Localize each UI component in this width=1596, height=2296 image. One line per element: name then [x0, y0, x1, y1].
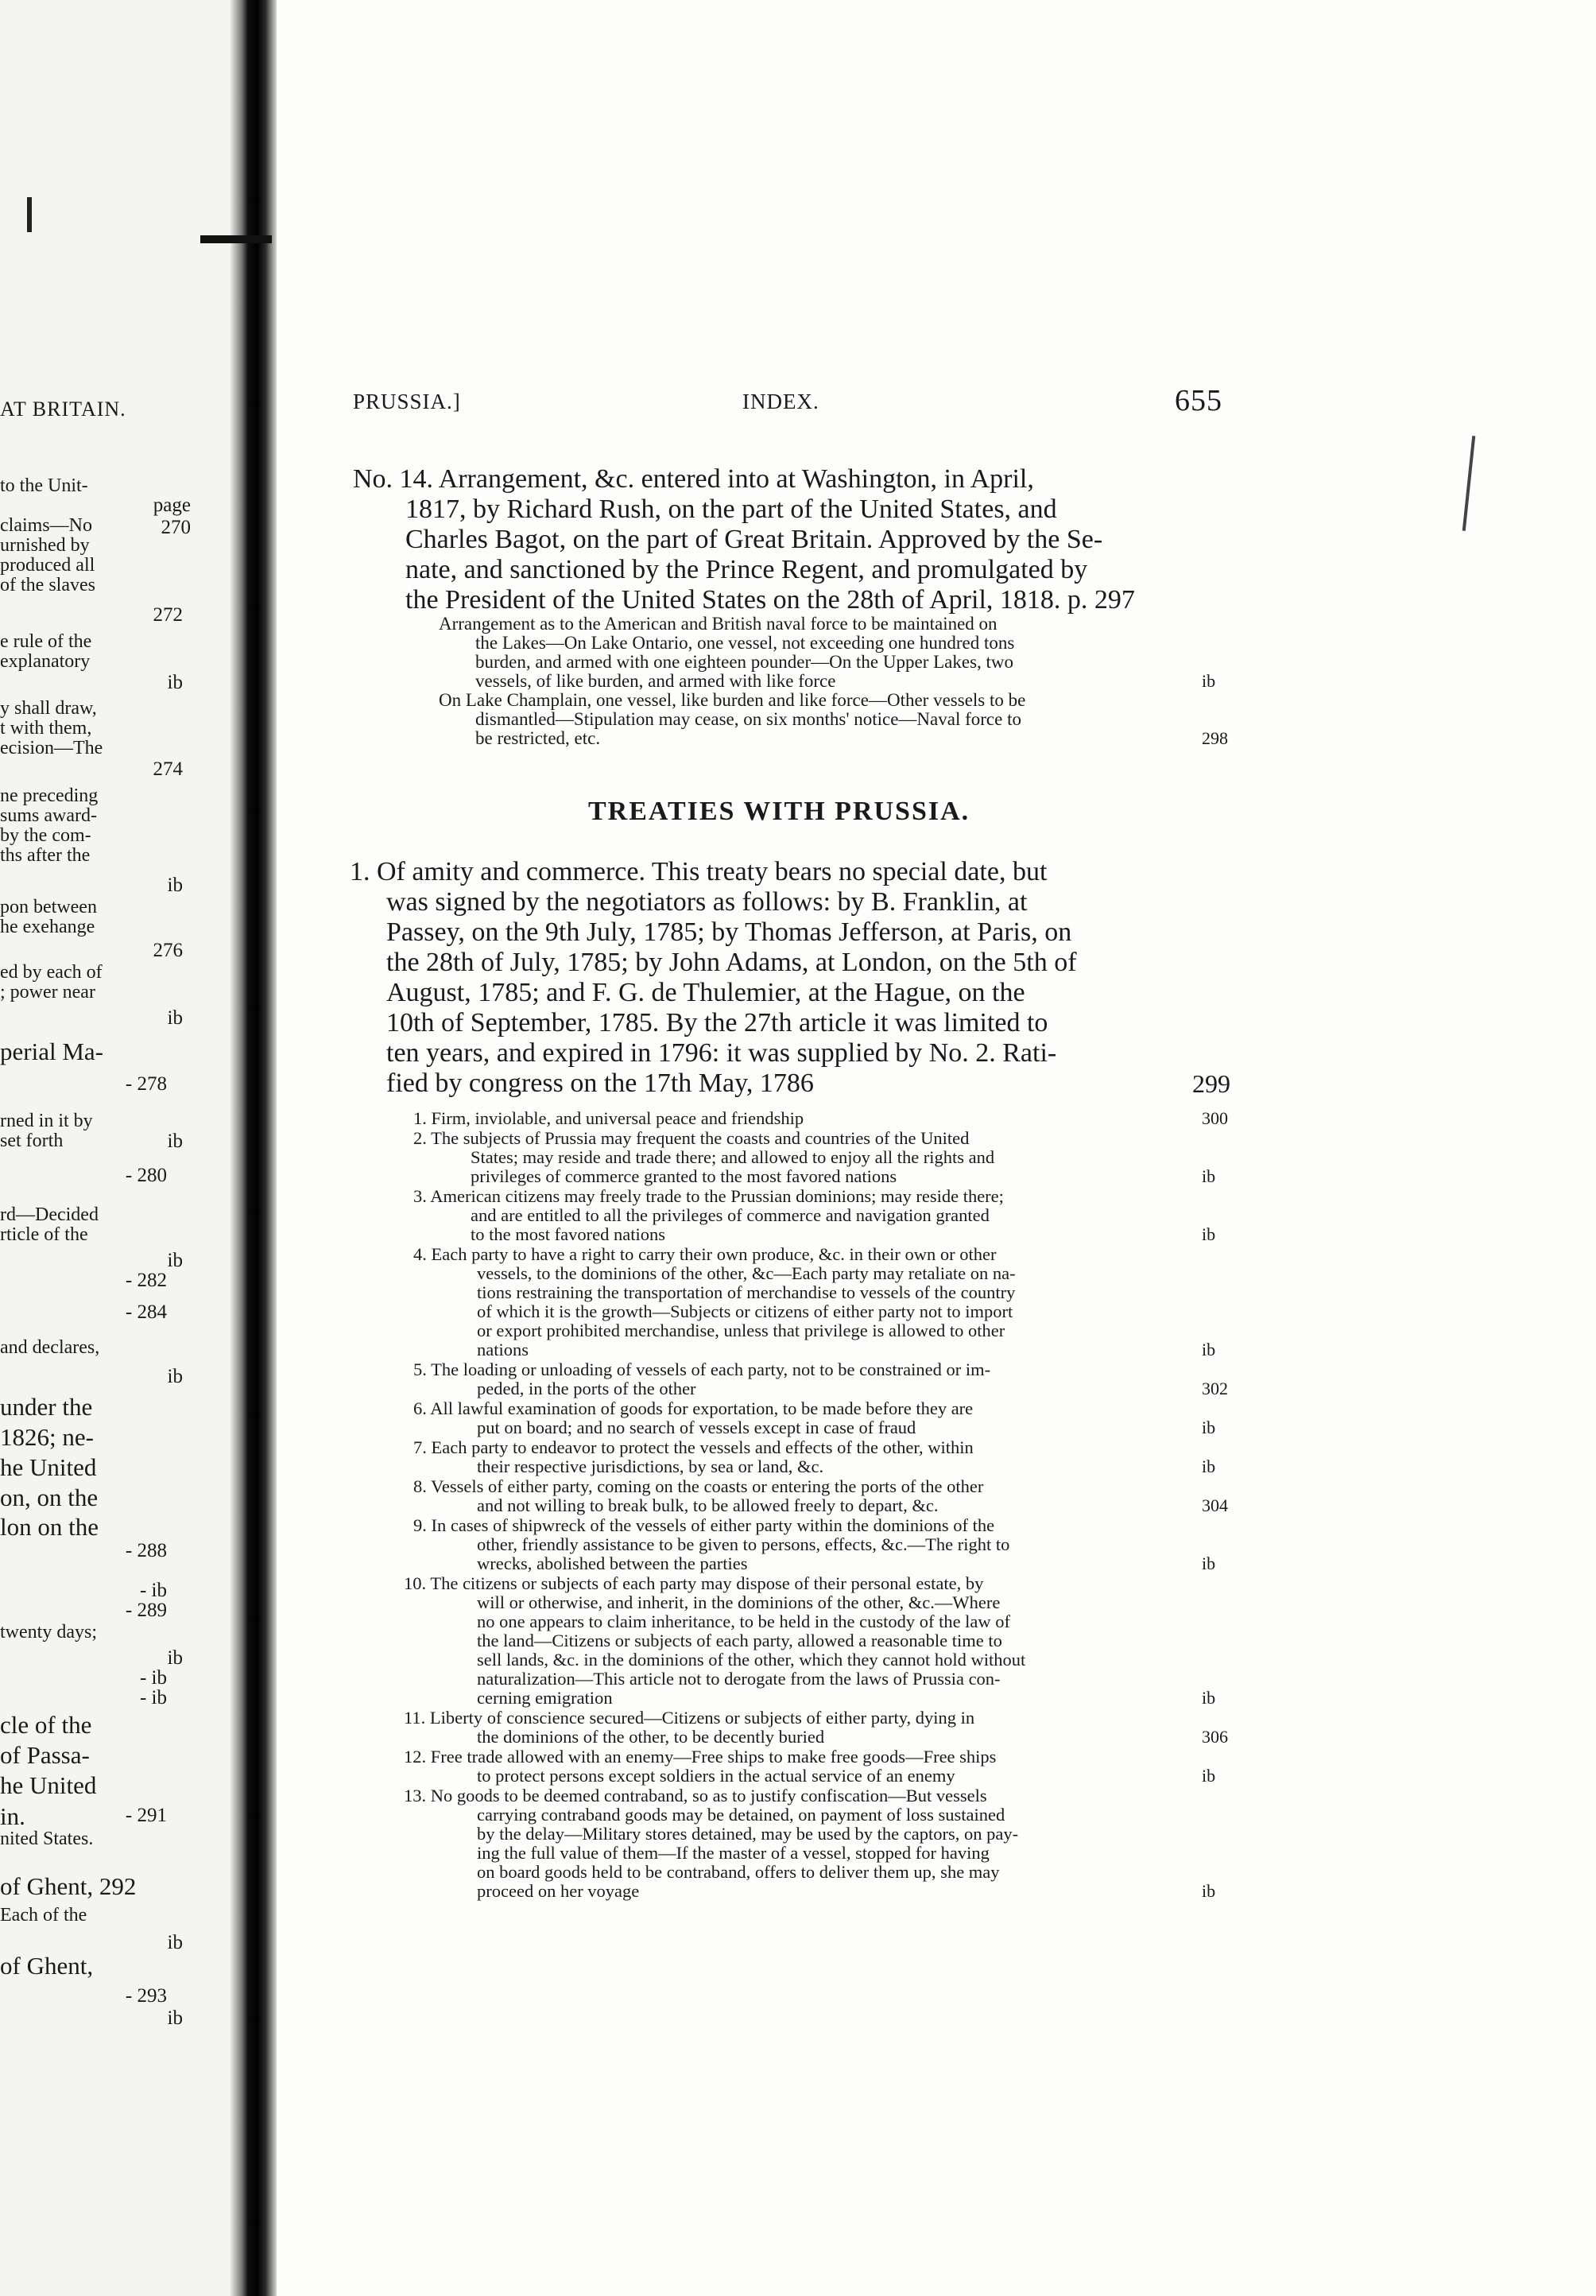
article-page-ref: ib — [1202, 1418, 1216, 1437]
previous-page-line: on, on the — [0, 1483, 99, 1511]
article-page-ref: ib — [1202, 1224, 1216, 1244]
article-line: vessels, to the dominions of the other, &c—Each party may retaliate on na- — [477, 1263, 1016, 1283]
article-line: privileges of commerce granted to the most favored nations — [471, 1166, 897, 1186]
previous-page-number: - ib — [139, 1580, 167, 1601]
entry-line: the President of the United States on the 28th of April, 1818. p. 297 — [405, 585, 1135, 615]
previous-page-number: ib — [167, 1007, 183, 1029]
previous-page-number: ib — [167, 875, 183, 896]
article-line: 5. The loading or unloading of vessels of each party, not to be constrained or im- — [413, 1359, 991, 1379]
article-line: by the delay—Military stores detained, may be used by the captors, on pay- — [477, 1824, 1019, 1844]
previous-page-line: ne preceding — [0, 785, 99, 806]
article-line: States; may reside and trade there; and allowed to enjoy all the rights and — [471, 1147, 995, 1167]
article-line: put on board; and no search of vessels except in case of fraud — [477, 1418, 916, 1437]
article-line: the dominions of the other, to be decently buried — [477, 1727, 825, 1747]
entry-detail-line: be restricted, etc. — [475, 728, 601, 748]
previous-page-line: ths after the — [0, 845, 91, 866]
entry-detail-page-ref: ib — [1202, 671, 1216, 691]
section-title: TREATIES WITH PRUSSIA. — [588, 797, 970, 826]
previous-page-line: of Ghent, — [0, 1952, 94, 1980]
running-header-section: PRUSSIA.] — [353, 390, 461, 413]
pencil-mark — [1462, 436, 1476, 531]
article-line: nations — [477, 1340, 529, 1359]
article-line: their respective jurisdictions, by sea or land, &c. — [477, 1456, 824, 1476]
previous-page-line: rd—Decided — [0, 1204, 99, 1225]
article-line: on board goods held to be contraband, offers to deliver them up, she may — [477, 1862, 1000, 1882]
previous-page-line: produced all — [0, 555, 95, 576]
entry-line: No. 14. Arrangement, &c. entered into at Washington, in April, — [353, 464, 1034, 494]
article-line: 7. Each party to endeavor to protect the vessels and effects of the other, within — [413, 1437, 974, 1457]
previous-page-line: pon between — [0, 897, 97, 917]
previous-page-line: rticle of the — [0, 1224, 88, 1245]
article-line: and are entitled to all the privileges of commerce and navigation granted — [471, 1205, 990, 1225]
gutter-mark — [27, 197, 32, 232]
article-line: 8. Vessels of either party, coming on the coasts or entering the ports of the other — [413, 1476, 984, 1496]
entry-detail-line: the Lakes—On Lake Ontario, one vessel, not exceeding one hundred tons — [475, 633, 1015, 653]
previous-page-number: ib — [167, 672, 183, 693]
entry-detail-line: On Lake Champlain, one vessel, like burden and like force—Other vessels to be — [439, 690, 1026, 710]
previous-page-number: 276 — [153, 940, 183, 961]
previous-page-line: nited States. — [0, 1829, 94, 1849]
previous-page-line: he exehange — [0, 917, 95, 937]
entry-detail-page-ref: 298 — [1202, 728, 1228, 748]
previous-page-line: of the slaves — [0, 575, 95, 595]
article-line: wrecks, abolished between the parties — [477, 1553, 748, 1573]
article-page-ref: ib — [1202, 1881, 1216, 1901]
previous-page-line: t with them, — [0, 718, 92, 739]
previous-page-line: perial Ma- — [0, 1037, 103, 1065]
previous-page-number: 272 — [153, 604, 183, 626]
previous-page-number: - 284 — [125, 1301, 167, 1323]
entry-detail-line: vessels, of like burden, and armed with like force — [475, 671, 836, 691]
article-page-ref: ib — [1202, 1456, 1216, 1476]
article-line: naturalization—This article not to derogate from the laws of Prussia con- — [477, 1669, 1001, 1689]
previous-page-line: explanatory — [0, 651, 91, 672]
article-page-ref: 304 — [1202, 1495, 1228, 1515]
article-line: the land—Citizens or subjects of each party, allowed a reasonable time to — [477, 1631, 1002, 1650]
previous-page-line: twenty days; — [0, 1622, 97, 1642]
previous-page-header: AT BRITAIN. — [0, 398, 126, 421]
running-header-title: INDEX. — [742, 390, 819, 413]
treaty-intro-line: ten years, and expired in 1796: it was supplied by No. 2. Rati- — [386, 1038, 1057, 1068]
entry-line: Charles Bagot, on the part of Great Britain. Approved by the Se- — [405, 525, 1103, 554]
previous-page-number: ib — [167, 1647, 183, 1669]
treaty-intro-line: fied by congress on the 17th May, 1786 — [386, 1068, 814, 1098]
article-line: no one appears to claim inheritance, to be held in the custody of the law of — [477, 1611, 1011, 1631]
article-line: 11. Liberty of conscience secured—Citizens or subjects of either party, dying in — [404, 1708, 975, 1728]
previous-page-number: - ib — [139, 1687, 167, 1708]
previous-page-line: e rule of the — [0, 631, 92, 652]
previous-page-number: ib — [167, 1131, 183, 1152]
gutter-top-edge — [200, 235, 272, 243]
entry-line: nate, and sanctioned by the Prince Regent, and promulgated by — [405, 555, 1088, 584]
article-line: will or otherwise, and inherit, in the dominions of the other, &c.—Where — [477, 1592, 1001, 1612]
article-page-ref: 302 — [1202, 1379, 1228, 1398]
previous-page-line: rned in it by — [0, 1111, 93, 1131]
article-line: to protect persons except soldiers in the actual service of an enemy — [477, 1766, 955, 1786]
entry-line: 1817, by Richard Rush, on the part of the United States, and — [405, 494, 1057, 524]
treaty-intro-line: 10th of September, 1785. By the 27th article it was limited to — [386, 1008, 1048, 1037]
previous-page-number: page 270 — [153, 494, 191, 538]
article-line: 12. Free trade allowed with an enemy—Free ships to make free goods—Free ships — [404, 1747, 997, 1767]
article-line: 3. American citizens may freely trade to the Prussian dominions; may reside there; — [413, 1186, 1004, 1206]
previous-page-line: he United — [0, 1453, 97, 1481]
article-line: tions restraining the transportation of merchandise to vessels of the country — [477, 1282, 1016, 1302]
previous-page-line: sums award- — [0, 805, 97, 826]
entry-detail-line: burden, and armed with one eighteen pounder—On the Upper Lakes, two — [475, 652, 1014, 672]
article-page-ref: ib — [1202, 1166, 1216, 1186]
treaty-intro-line: 1. Of amity and commerce. This treaty bears no special date, but — [350, 857, 1048, 886]
article-line: 1. Firm, inviolable, and universal peace and friendship — [413, 1108, 804, 1128]
previous-page-line: claims—No — [0, 515, 92, 536]
article-page-ref: ib — [1202, 1688, 1216, 1708]
treaty-intro-line: was signed by the negotiators as follows: by B. Franklin, at — [386, 887, 1028, 917]
entry-detail-line: Arrangement as to the American and British naval force to be maintained on — [439, 614, 998, 634]
previous-page-line: urnished by — [0, 535, 90, 556]
previous-page-number: ib — [167, 1250, 183, 1271]
previous-page-line: to the Unit- — [0, 475, 88, 496]
previous-page-line: of Passa- — [0, 1741, 90, 1769]
previous-page-number: - 278 — [125, 1073, 167, 1095]
article-line: proceed on her voyage — [477, 1881, 640, 1901]
previous-page-line: by the com- — [0, 825, 91, 846]
previous-page-line: ecision—The — [0, 738, 103, 758]
article-line: ing the full value of them—If the master of a vessel, stopped for having — [477, 1843, 990, 1863]
previous-page-line: he United — [0, 1771, 97, 1799]
previous-page-number: - 291 — [125, 1805, 167, 1826]
previous-page-number: - 282 — [125, 1270, 167, 1291]
previous-page-number: - 280 — [125, 1165, 167, 1186]
previous-page-number: ib — [167, 1932, 183, 1953]
article-line: to the most favored nations — [471, 1224, 665, 1244]
article-line: 13. No goods to be deemed contraband, so as to justify confiscation—But vessels — [404, 1786, 987, 1805]
article-page-ref: ib — [1202, 1766, 1216, 1786]
previous-page-line: under the — [0, 1393, 93, 1421]
article-page-ref: ib — [1202, 1340, 1216, 1359]
previous-page-number: - 289 — [125, 1600, 167, 1621]
previous-page-number: ib — [167, 2007, 183, 2029]
previous-page-line: cle of the — [0, 1711, 92, 1739]
previous-page-line: and declares, — [0, 1337, 100, 1358]
page-number: 655 — [1175, 384, 1222, 417]
book-gutter — [230, 0, 277, 2296]
article-line: carrying contraband goods may be detained, on payment of loss sustained — [477, 1805, 1005, 1825]
previous-page-number: - ib — [139, 1667, 167, 1689]
article-line: or export prohibited merchandise, unless that privilege is allowed to other — [477, 1321, 1005, 1340]
entry-detail-line: dismantled—Stipulation may cease, on six months' notice—Naval force to — [475, 709, 1021, 729]
treaty-intro-line: August, 1785; and F. G. de Thulemier, at the Hague, on the — [386, 978, 1025, 1007]
article-line: cerning emigration — [477, 1688, 613, 1708]
previous-page-number: 274 — [153, 758, 183, 780]
article-line: of which it is the growth—Subjects or citizens of either party not to import — [477, 1301, 1013, 1321]
article-line: 9. In cases of shipwreck of the vessels of either party within the dominions of the — [413, 1515, 995, 1535]
article-line: 2. The subjects of Prussia may frequent the coasts and countries of the United — [413, 1128, 970, 1148]
article-line: 6. All lawful examination of goods for exportation, to be made before they are — [413, 1398, 974, 1418]
previous-page-line: set forth — [0, 1131, 64, 1151]
previous-page-fragment — [0, 0, 230, 2296]
previous-page-number: ib — [167, 1366, 183, 1387]
previous-page-line: 1826; ne- — [0, 1423, 94, 1451]
previous-page-line: ed by each of — [0, 962, 103, 983]
intro-page-ref: 299 — [1192, 1069, 1230, 1098]
previous-page-line: y shall draw, — [0, 698, 97, 719]
treaty-intro-line: Passey, on the 9th July, 1785; by Thomas Jefferson, at Paris, on — [386, 917, 1072, 947]
article-line: and not willing to break bulk, to be allowed freely to depart, &c. — [477, 1495, 939, 1515]
previous-page-number: - 293 — [125, 1985, 167, 2007]
article-line: 4. Each party to have a right to carry their own produce, &c. in their own or other — [413, 1244, 997, 1264]
article-line: peded, in the ports of the other — [477, 1379, 696, 1398]
previous-page-number: - 288 — [125, 1540, 167, 1561]
article-page-ref: 306 — [1202, 1727, 1228, 1747]
article-page-ref: ib — [1202, 1553, 1216, 1573]
article-line: other, friendly assistance to be given to persons, effects, &c.—The right to — [477, 1534, 1010, 1554]
previous-page-line: Each of the — [0, 1905, 87, 1926]
previous-page-line: ; power near — [0, 982, 95, 1003]
article-line: 10. The citizens or subjects of each party may dispose of their personal estate, by — [404, 1573, 984, 1593]
treaty-intro-line: the 28th of July, 1785; by John Adams, at London, on the 5th of — [386, 948, 1077, 977]
article-line: sell lands, &c. in the dominions of the other, which they cannot hold without — [477, 1650, 1026, 1670]
article-page-ref: 300 — [1202, 1108, 1228, 1128]
previous-page-line: lon on the — [0, 1513, 99, 1541]
previous-page-line: of Ghent, 292 — [0, 1872, 137, 1900]
previous-page-line: in. — [0, 1802, 25, 1830]
